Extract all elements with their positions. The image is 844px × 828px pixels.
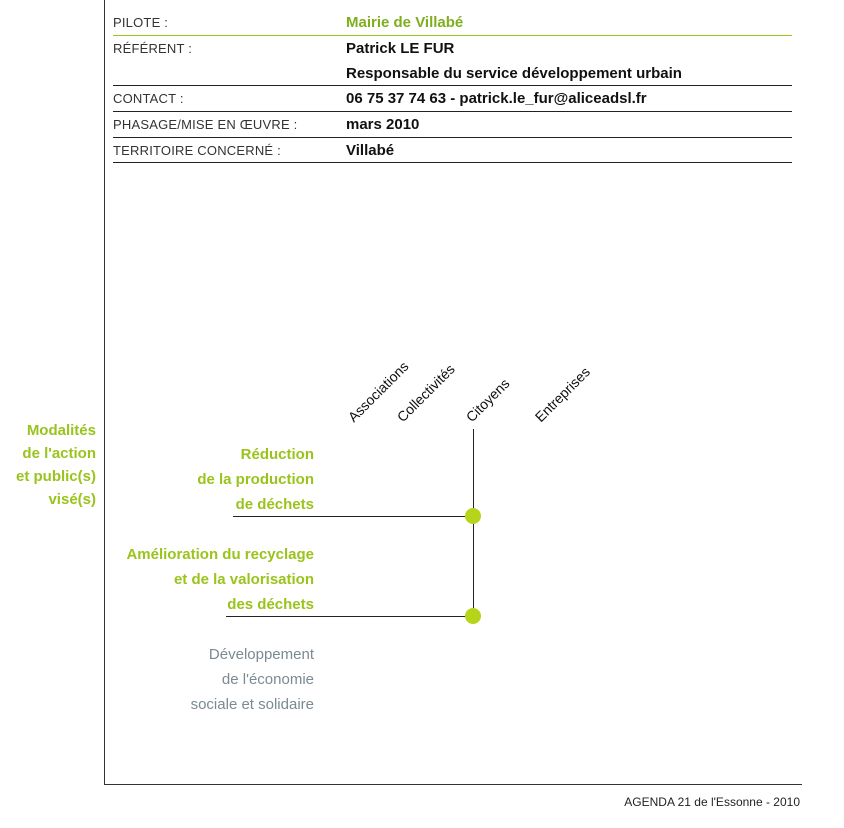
modalites-line: Modalités — [26, 422, 96, 439]
row-phasage — [113, 112, 792, 138]
modalites-line: et public(s) — [15, 468, 96, 485]
action-line: Amélioration du recyclage — [126, 546, 314, 563]
action-reduction — [100, 442, 314, 517]
territoire-label: TERRITOIRE CONCERNÉ : — [113, 143, 281, 158]
action-line: de déchets — [235, 496, 314, 513]
action-line: de l'économie — [221, 671, 314, 688]
footer-text: AGENDA 21 de l'Essonne - 2010 — [624, 795, 800, 809]
referent-name: Patrick LE FUR — [346, 40, 455, 57]
action-line: des déchets — [227, 596, 314, 613]
action-recyclage — [100, 542, 314, 617]
phasage-label: PHASAGE/MISE EN ŒUVRE : — [113, 117, 298, 132]
public-label-collectivites: Collectivités — [393, 360, 458, 425]
public-label-citoyens: Citoyens — [462, 375, 513, 425]
public-label-associations: Associations — [344, 358, 412, 425]
phasage-value: mars 2010 — [346, 116, 420, 133]
frame-bottom-border — [104, 784, 802, 785]
row-contact — [113, 86, 792, 112]
territoire-value: Villabé — [346, 142, 395, 159]
row-pilote — [113, 10, 792, 36]
contact-value: 06 75 37 74 63 - patrick.le_fur@aliceadsl.fr — [346, 90, 647, 107]
action-economie-sociale — [100, 642, 314, 717]
contact-label: CONTACT : — [113, 91, 184, 106]
pilote-value: Mairie de Villabé — [346, 14, 464, 31]
action-recyclage-line — [226, 616, 473, 617]
referent-label: RÉFÉRENT : — [113, 41, 193, 56]
public-label-entreprises: Entreprises — [531, 363, 594, 425]
match-dot-reduction-citoyens — [465, 508, 481, 524]
row-territoire — [113, 138, 792, 163]
action-line: et de la valorisation — [173, 571, 314, 588]
action-line: sociale et solidaire — [190, 696, 314, 713]
info-table — [113, 10, 792, 163]
pilote-label: PILOTE : — [113, 15, 169, 30]
modalites-line: de l'action — [22, 445, 96, 462]
action-reduction-line — [233, 516, 473, 517]
match-dot-recyclage-citoyens — [465, 608, 481, 624]
referent-role: Responsable du service développement urbain — [346, 65, 682, 82]
action-line: de la production — [197, 471, 314, 488]
row-referent — [113, 36, 792, 86]
modalites-heading — [0, 419, 96, 511]
modalites-line: visé(s) — [48, 491, 96, 508]
action-line: Réduction — [240, 446, 314, 463]
action-line: Développement — [208, 646, 314, 663]
